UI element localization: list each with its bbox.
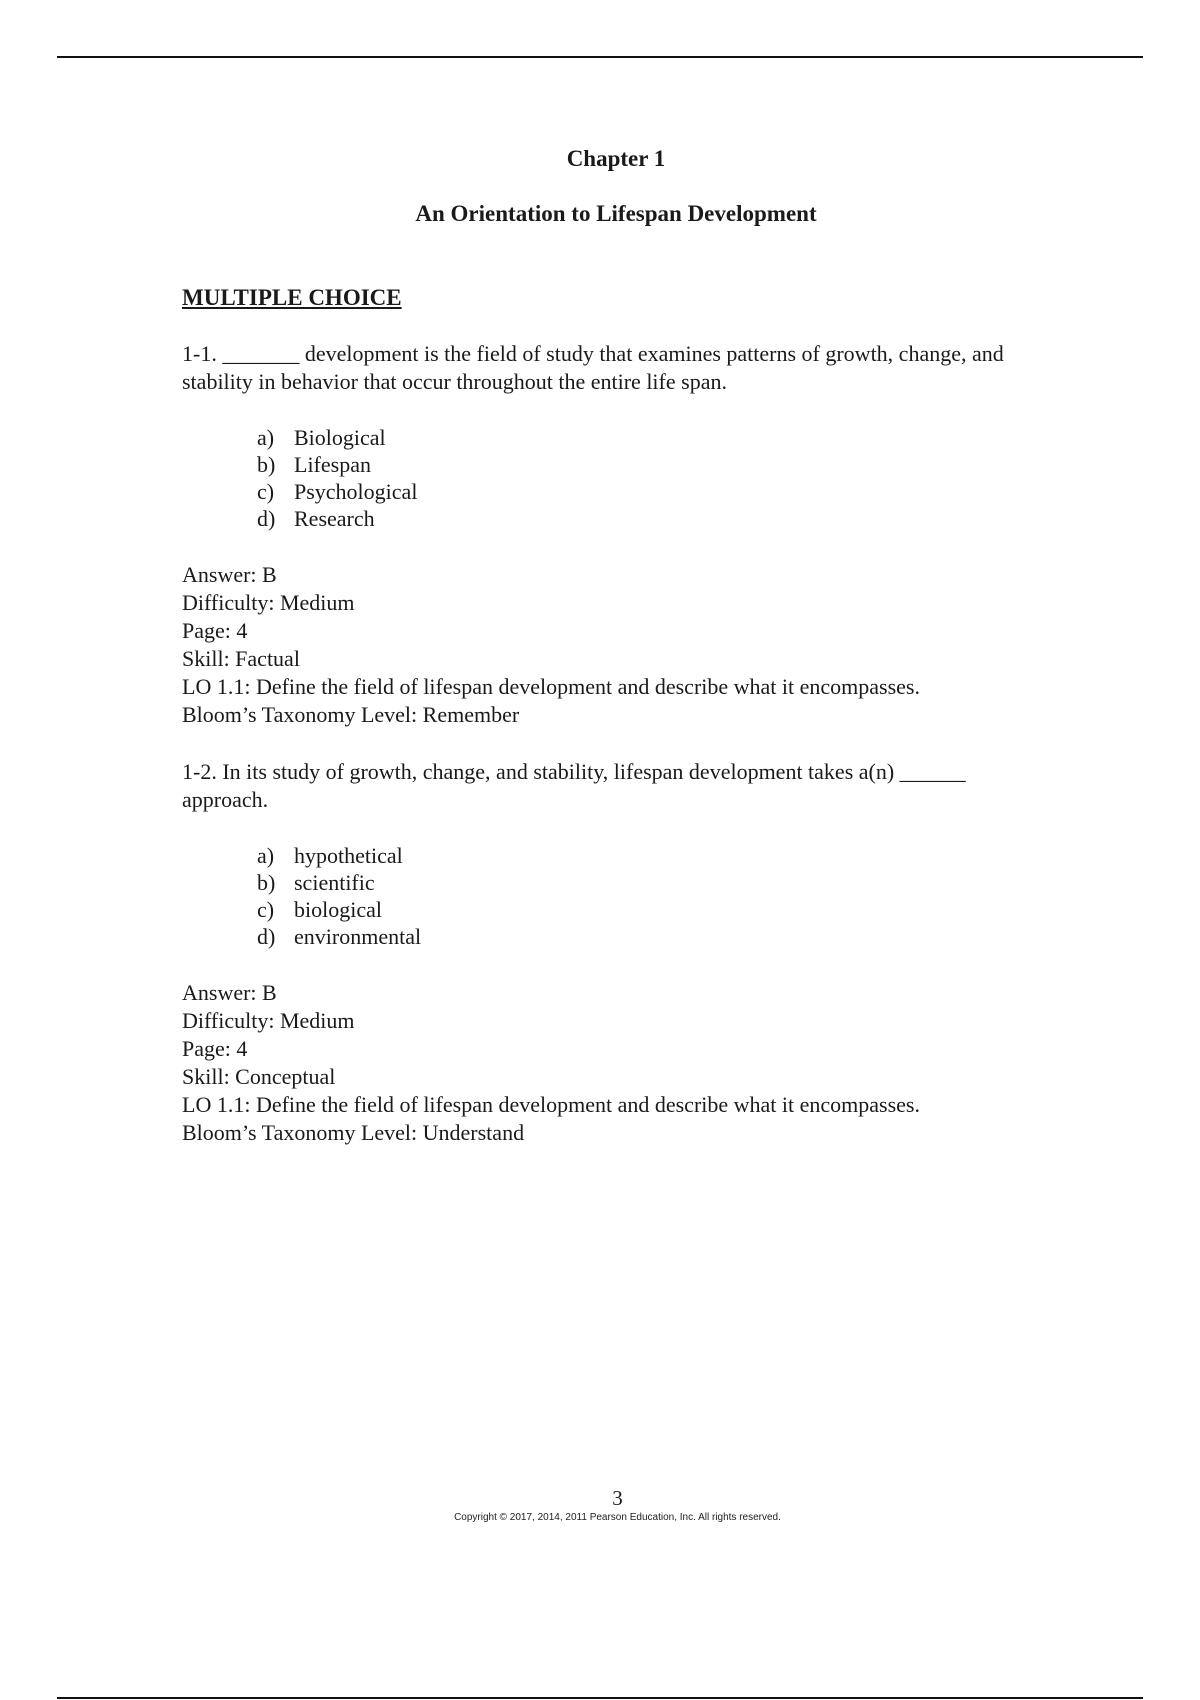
answer-line: Answer: B: [182, 980, 277, 1005]
section-heading: MULTIPLE CHOICE: [182, 285, 402, 310]
top-rule: [57, 56, 1143, 58]
answer-options: [257, 424, 1048, 532]
option-c: [257, 896, 1048, 923]
chapter-subtitle: An Orientation to Lifespan Development: [415, 201, 817, 226]
bloom-level-line: Bloom’s Taxonomy Level: Remember: [182, 702, 520, 727]
bottom-rule: [57, 1697, 1143, 1699]
option-text: scientific: [294, 870, 375, 895]
option-letter: c): [257, 479, 275, 504]
question-stem: 1-1. _______ development is the field of study that examines patterns of growth, change, and stability in behavior that occur throughout the entire life span.: [182, 341, 1004, 394]
option-b: [257, 869, 1048, 896]
learning-objective-line: LO 1.1: Define the field of lifespan development and describe what it encompasses.: [182, 1092, 920, 1117]
skill-line: Skill: Factual: [182, 646, 300, 671]
option-d: [257, 505, 1048, 532]
option-letter: b): [257, 452, 276, 477]
option-text: Research: [294, 506, 375, 531]
bloom-level-line: Bloom’s Taxonomy Level: Understand: [182, 1120, 525, 1145]
page-line: Page: 4: [182, 618, 248, 643]
question-1-2: [182, 758, 1048, 1147]
option-text: hypothetical: [294, 843, 403, 868]
page-number: 3: [612, 1486, 623, 1510]
option-letter: a): [257, 425, 275, 450]
option-d: [257, 923, 1048, 950]
option-text: Biological: [294, 425, 386, 450]
option-letter: a): [257, 843, 275, 868]
question-1-1: [182, 340, 1048, 729]
difficulty-line: Difficulty: Medium: [182, 590, 355, 615]
option-letter: c): [257, 897, 275, 922]
option-text: biological: [294, 897, 382, 922]
option-c: [257, 478, 1048, 505]
option-a: [257, 842, 1048, 869]
question-stem: 1-2. In its study of growth, change, and stability, lifespan development takes a(n) ______ approach.: [182, 759, 966, 812]
option-letter: d): [257, 506, 276, 531]
option-letter: b): [257, 870, 276, 895]
option-text: Psychological: [294, 479, 418, 504]
option-a: [257, 424, 1048, 451]
answer-line: Answer: B: [182, 562, 277, 587]
question-metadata: [182, 561, 1048, 729]
learning-objective-line: LO 1.1: Define the field of lifespan development and describe what it encompasses.: [182, 674, 920, 699]
answer-options: [257, 842, 1048, 950]
difficulty-line: Difficulty: Medium: [182, 1008, 355, 1033]
page-line: Page: 4: [182, 1036, 248, 1061]
copyright-notice: Copyright © 2017, 2014, 2011 Pearson Education, Inc. All rights reserved.: [454, 1512, 781, 1523]
skill-line: Skill: Conceptual: [182, 1064, 336, 1089]
chapter-title: Chapter 1: [566, 146, 666, 171]
option-text: environmental: [294, 924, 422, 949]
option-b: [257, 451, 1048, 478]
option-text: Lifespan: [294, 452, 371, 477]
question-metadata: [182, 979, 1048, 1147]
option-letter: d): [257, 924, 276, 949]
